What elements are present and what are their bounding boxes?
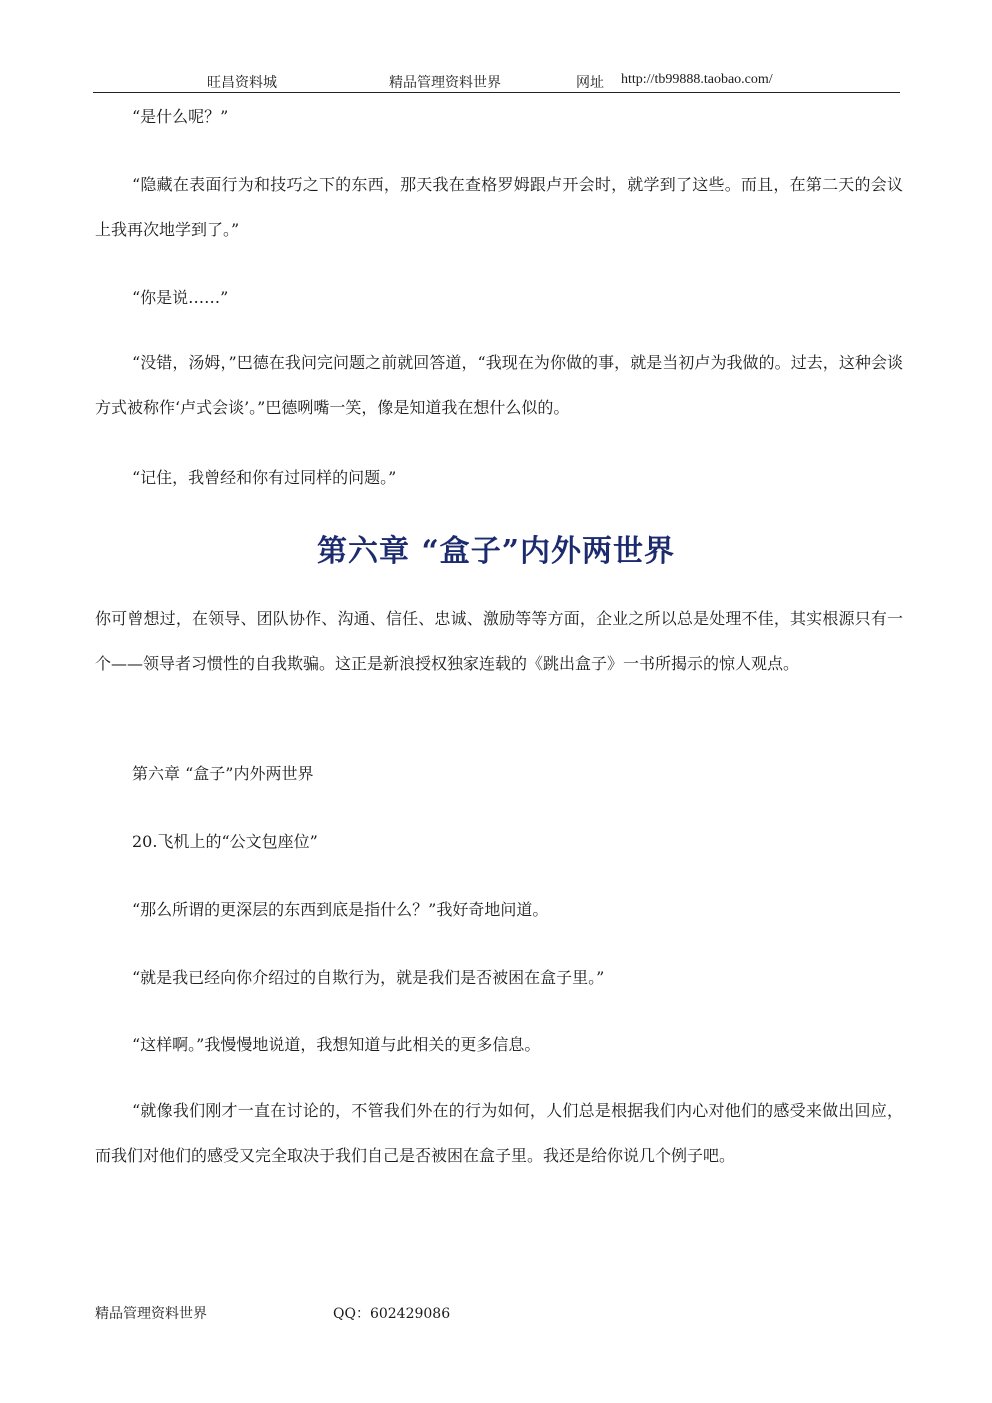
body-paragraph-2: “就是我已经向你介绍过的自欺行为，就是我们是否被困在盒子里。” <box>132 968 605 987</box>
body-paragraph-1: “那么所谓的更深层的东西到底是指什么？”我好奇地问道。 <box>132 900 549 919</box>
section-heading: 20.飞机上的“公文包座位” <box>132 832 318 851</box>
chapter-title: 第六章 “盒子”内外两世界 <box>317 534 675 569</box>
footer-site-name: 精品管理资料世界 <box>95 1306 207 1322</box>
body-paragraph-4: “就像我们刚才一直在讨论的，不管我们外在的行为如何，人们总是根据我们内心对他们的感受来做出回应，而我们对他们的感受又完全取决于我们自己是否被困在盒子里。我还是给你说几个例子吧。 <box>95 1101 903 1165</box>
paragraph-2: “隐藏在表面行为和技巧之下的东西，那天我在查格罗姆跟卢开会时，就学到了这些。而且，在第二天的会议上我再次地学到了。” <box>95 175 903 239</box>
page-header <box>93 70 900 93</box>
header-url-label: 网址 <box>576 75 604 91</box>
header-site-name: 精品管理资料世界 <box>389 75 501 91</box>
chapter-subheading: 第六章 “盒子”内外两世界 <box>132 764 314 783</box>
paragraph-3: “你是说……” <box>132 288 229 307</box>
footer-qq: QQ：602429086 <box>333 1306 451 1322</box>
paragraph-4: “没错，汤姆，”巴德在我问完问题之前就回答道，“我现在为你做的事，就是当初卢为我做的。过去，这种会谈方式被称作‘卢式会谈’。”巴德咧嘴一笑，像是知道我在想什么似的。 <box>95 353 903 417</box>
body-paragraph-3: “这样啊。”我慢慢地说道，我想知道与此相关的更多信息。 <box>132 1035 541 1054</box>
paragraph-5: “记住，我曾经和你有过同样的问题。” <box>132 468 397 487</box>
paragraph-1: “是什么呢？” <box>132 107 229 126</box>
intro-paragraph: 你可曾想过，在领导、团队协作、沟通、信任、忠诚、激励等等方面，企业之所以总是处理不佳，其实根源只有一个——领导者习惯性的自我欺骗。这正是新浪授权独家连载的《跳出盒子》一书所揭示的惊人观点。 <box>95 609 903 673</box>
header-url-link[interactable]: http://tb99888.taobao.com/ <box>621 72 773 87</box>
header-shop-name: 旺昌资料城 <box>207 75 277 91</box>
